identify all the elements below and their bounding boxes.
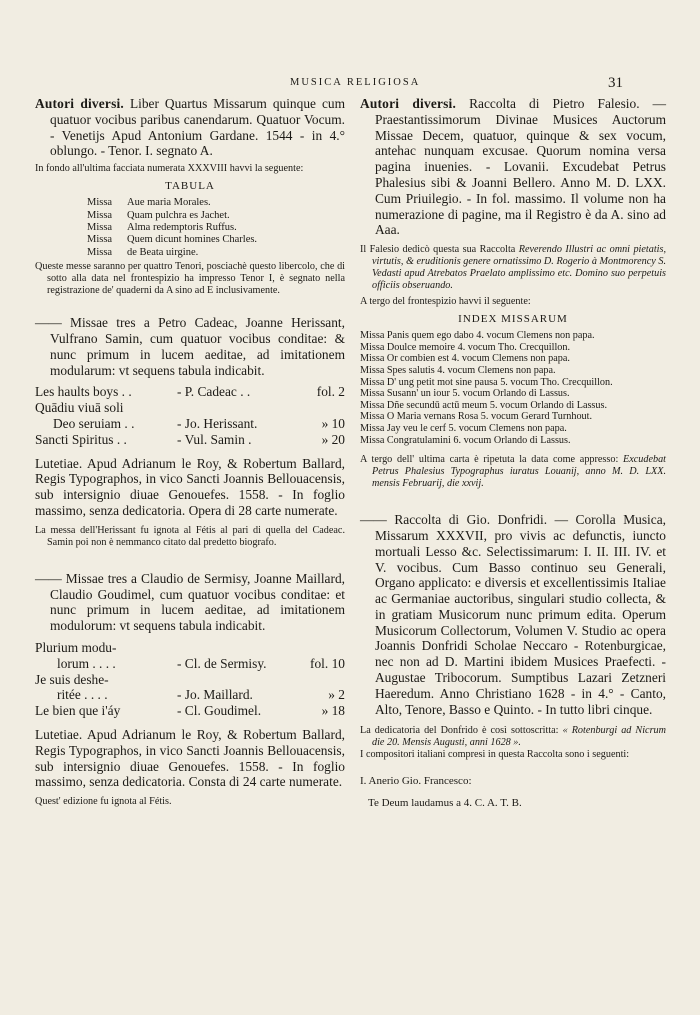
table-row — [35, 416, 345, 432]
tabula-row — [87, 222, 345, 234]
song-composer — [177, 640, 307, 656]
song-composer: - Jo. Maillard. — [177, 687, 253, 703]
entry-author: Autori diversi. — [360, 96, 457, 111]
entry-falesio — [360, 96, 666, 238]
composer-work: Te Deum laudamus a 4. C. A. T. B. — [368, 797, 522, 810]
song-composer: - Cl. Goudimel. — [177, 703, 262, 719]
song-title: lorum . . . . — [57, 655, 116, 671]
entry-imprint-cadeac: Lutetiae. Apud Adrianum le Roy, & Robertum Ballard, Regis Typographos, in vico Sancti Joannis Bellouacensis, sub intersignio diuae Genouefes. 1558. - In foglio massimo, senza dedicatoria. Opera di 28 carte numerate. — [35, 455, 345, 518]
index-list — [360, 330, 666, 446]
tabula-title: de Beata uirgine. — [127, 246, 199, 258]
song-composer: - Vul. Samin . — [177, 431, 252, 447]
song-title: Quādiu viuā soli — [35, 400, 124, 416]
list-item: Missa Spes salutis 4. vocum Clemens non papa. — [360, 364, 556, 376]
table-row — [35, 656, 345, 672]
song-ref: fol. 10 — [310, 655, 345, 671]
tabula-row — [87, 210, 345, 222]
note-herissant: La messa dell'Herissant fu ignota al Fétis al pari di quella del Cadeac. Samin poi non è nemmanco citato dal predetto biografo. — [35, 524, 345, 548]
entry-missae-sermisy: —— Missae tres a Claudio de Sermisy, Joanne Maillard, Claudio Goudimel, cum quatuor vocibus conditae: et nunc primum in lucem aeditae, ad imitationem modulorum: vt sequens tabula indicabit. — [35, 570, 345, 634]
tabula-row — [87, 234, 345, 246]
entry-text: Liber Quartus Missarum quinque cum quatuor vocibus paribus canendarum. Quatuor Vocum. - Venetijs Apud Antonium Gardane. 1544 - in 4.° oblungo. - Tenor. I. segnato A. — [50, 96, 345, 159]
tabula-title: Alma redemptoris Ruffus. — [127, 222, 237, 233]
list-item: Missa Dñe secundū actū meum 5. vocum Orlando di Lassus. — [360, 399, 608, 411]
running-head — [0, 77, 700, 91]
note-donfrido-dedication — [360, 725, 666, 749]
tabula-word: Missa — [87, 209, 113, 221]
note-italian-composers: I compositori italiani compresi in questa Raccolta sono i seguenti: — [360, 749, 630, 761]
right-column — [360, 96, 666, 809]
song-title: Les haults boys . . — [35, 384, 132, 400]
tabula-word: Missa — [87, 222, 113, 233]
index-caption: INDEX MISSARUM — [458, 313, 568, 326]
song-ref — [307, 672, 345, 688]
tabula-row — [87, 247, 345, 259]
song-ref — [307, 640, 345, 656]
song-title: Je suis deshe- — [35, 671, 109, 687]
note-dedication — [360, 244, 666, 292]
song-title: ritée . . . . — [57, 687, 108, 703]
left-column — [35, 96, 345, 808]
entry-imprint-sermisy: Lutetiae. Apud Adrianum le Roy, & Robertum Ballard, Regis Typographos, in vico Sancti Joannis Bellouacensis, sub intersignio diuae Genouefes. 1558. - In foglio massimo, senza dedicatoria. Consta di 24 carte numerate. — [35, 726, 345, 790]
note-fetis: Quest' edizione fu ignota al Fétis. — [35, 796, 172, 808]
note-plain: Il Falesio dedicò questa sua Raccolta — [360, 244, 516, 256]
tabula-word: Missa — [87, 234, 113, 246]
entry-text: Raccolta di Pietro Falesio. — Praestantissimorum Divinae Musices Auctorum Missae Decem, quatuor, quinque & sex vocum, antehac nunquam excusae. Quorum nomina versa pagina inuenies. - Lovanii. Excudebat Petrus Phalesius sibi & Joanni Bellero. Anno M. D. LXX. Cum Priuilegio. - In fol. massimo. Il volume non ha numerazione di pagine, ma il Registro è da A. sino ad Aaa. — [375, 96, 666, 238]
list-item: Missa Susann' un iour 5. vocum Orlando di Lassus. — [360, 388, 570, 400]
note-plain: A tergo dell' ultima carta è ripetuta la data come appresso: — [360, 454, 619, 466]
running-title: MUSICA RELIGIOSA — [290, 77, 421, 88]
list-item: Missa O Maria vernans Rosa 5. vocum Gerard Turnhout. — [360, 411, 593, 423]
song-ref: » 20 — [321, 431, 345, 447]
song-title: Plurium modu- — [35, 639, 117, 655]
table-row — [35, 703, 345, 719]
list-item: Missa Or combien est 4. vocum Clemens non papa. — [360, 353, 570, 365]
song-composer: - Jo. Herissant. — [177, 416, 258, 431]
note-index-intro: A tergo del frontespizio havvi il seguente: — [360, 296, 531, 308]
list-item: Missa D' ung petit mot sine pausa 5. vocum Tho. Crecquillon. — [360, 376, 613, 388]
entry-donfridi: —— Raccolta di Gio. Donfridi. — Corolla Musica, Missarum XXXVII, pro vivis ac defunctis, iuncto mortuali Lesso &c. Selectissimarum: I. II. III. IV. et V. vocibus. Cum Basso continuo seu Generali, Organo applicato: e diversis et excellentissimis Italiae ac Germaniae auctoribus, singulari studio collecta, & in gratiam Musicorum nunc primum edita. Operum Musicorum Collectorum, Volumen V. Studio ac opera Joannis Donfridi Scholae Neccaro - Rotenburgicae, nec non ad D. Martini ibidem Musices Praefecti. - Augustae Tribocorum. Sumptibus Lazari Zetzneri Haeredum. Anno Christiano 1628 - in 4.° - Canto, Alto, Tenore, Basso e Quinto. - In tutto libri cinque. — [360, 512, 666, 717]
table-row — [35, 687, 345, 703]
table-row — [35, 400, 345, 416]
note-italic: Reverendo Illustri ac omni pietatis, virtutis, & eruditionis genere ornatissimo D. Rogerio à Montmorency S. Vedasti apud Atrebatos Praelato amplissimo etc. Domino suo perpetuis officiis obseruando. — [372, 244, 666, 292]
list-item: Missa Congratulamini 6. vocum Orlando di Lassus. — [360, 434, 571, 446]
song-composer: - P. Cadeac . . — [177, 384, 251, 400]
table-row — [35, 672, 345, 688]
note-four-tenors: Queste messe saranno per quattro Tenori, posciachè questo libercolo, che di sotto alla data nel frontespizio ha impresso Tenor I, è segnato nella registrazione de' quaderni da A sino ad E inclusivamente. — [35, 261, 345, 297]
note-italic: Excudebat Petrus Phalesius Typographus iuratus Louanij, anno M. D. LXX. mensis Februarij, die xxvij. — [372, 454, 667, 490]
tabula-word: Missa — [87, 246, 113, 258]
tabula-title: Quem dicunt homines Charles. — [127, 234, 258, 246]
entry-missae-cadeac: —— Missae tres a Petro Cadeac, Joanne Herissant, Vulfrano Samin, cum quatuor vocibus conditae: & nunc primum in lucem aeditae, ad imitationem modularum: vt sequens tabula indicabit. — [35, 315, 345, 378]
table-row — [35, 432, 345, 448]
tabula-row — [87, 197, 345, 209]
song-composer — [177, 672, 307, 688]
song-composer: - Cl. de Sermisy. — [177, 655, 267, 671]
page-number: 31 — [608, 75, 623, 91]
sermisy-table — [35, 640, 345, 719]
tabula-word: Missa — [87, 197, 113, 209]
tabula-list — [87, 197, 345, 259]
song-ref: » 10 — [321, 416, 345, 431]
song-composer — [177, 400, 307, 416]
table-row — [35, 384, 345, 400]
entry-author: Autori diversi. — [35, 96, 124, 111]
song-title: Deo seruiam . . — [53, 416, 135, 431]
song-ref — [307, 400, 345, 416]
note-colophon — [360, 454, 666, 490]
song-ref: » 2 — [328, 687, 345, 703]
tabula-title: Aue maria Morales. — [127, 197, 211, 209]
composer-entry: I. Anerio Gio. Francesco: — [360, 775, 472, 788]
list-item: Missa Panis quem ego dabo 4. vocum Clemens non papa. — [360, 330, 595, 342]
cadeac-table — [35, 384, 345, 447]
list-item: Missa Jay veu le cerf 5. vocum Clemens non papa. — [360, 422, 567, 434]
list-item: Missa Doulce memoire 4. vocum Tho. Crecquillon. — [360, 341, 571, 353]
song-ref: » 18 — [321, 703, 345, 719]
song-ref: fol. 2 — [316, 384, 345, 400]
song-title: Le bien que i'áy — [35, 703, 121, 719]
tabula-caption: TABULA — [165, 180, 215, 193]
note-tabula-intro: In fondo all'ultima facciata numerata XXXVIII havvi la seguente: — [35, 163, 304, 175]
tabula-title: Quam pulchra es Jachet. — [127, 209, 230, 221]
table-row — [35, 640, 345, 656]
note-italic: « Rotenburgi ad Nicrum die 20. Mensis Augusti, anni 1628 ». — [372, 725, 666, 749]
song-title: Sancti Spiritus . . — [35, 431, 127, 447]
entry-liber-quartus — [35, 96, 345, 159]
note-plain: La dedicatoria del Donfrido è così sottoscritta: — [360, 725, 559, 737]
